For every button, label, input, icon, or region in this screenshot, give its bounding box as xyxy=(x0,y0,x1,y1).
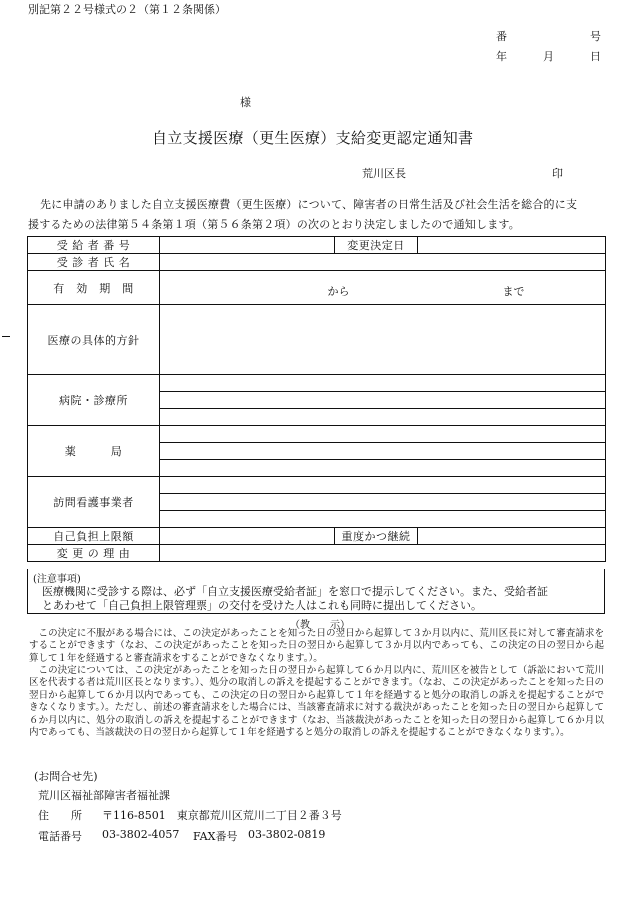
contact-dept: 荒川区福祉部障害者福祉課 xyxy=(38,789,170,802)
pharmacy-field-2[interactable] xyxy=(160,443,606,460)
nursing-label: 訪問看護事業者 xyxy=(28,477,160,528)
row-patient-name xyxy=(28,254,606,271)
pharmacy-field-1[interactable] xyxy=(160,426,606,443)
treatment-policy-field[interactable] xyxy=(160,305,606,375)
copay-limit-label: 自己負担上限額 xyxy=(28,528,160,545)
instruction-heading: （教 示） xyxy=(290,620,350,631)
form-table xyxy=(27,236,606,562)
recipient-number-field[interactable] xyxy=(160,237,335,254)
address-value: 〒116-8501 東京都荒川区荒川二丁目２番３号 xyxy=(102,809,342,822)
notice-heading: (注意事項) xyxy=(33,574,81,585)
pharmacy-label: 薬 局 xyxy=(28,426,160,477)
copay-limit-field[interactable] xyxy=(160,528,335,545)
hospital-field-1[interactable] xyxy=(160,375,606,392)
row-recipient-number xyxy=(28,237,606,254)
nursing-field-1[interactable] xyxy=(160,477,606,494)
row-change-reason xyxy=(28,545,606,562)
phone-value: 03-3802-4057 xyxy=(102,828,180,841)
change-reason-field[interactable] xyxy=(160,545,606,562)
treatment-policy-label: 医療の具体的方針 xyxy=(28,305,160,375)
intro-line-1: 先に申請のありました自立支援医療費（更生医療）について、障害者の日常生活及び社会生活を総合的に支 xyxy=(40,198,578,211)
notice-line-2: とあわせて「自己負担上限管理票」の交付を受けた人はこれも同時に提出してください。 xyxy=(42,599,482,612)
severe-label: 重度かつ継続 xyxy=(335,528,418,545)
row-nursing xyxy=(28,477,606,494)
number-suffix: 号 xyxy=(590,30,601,43)
nursing-field-3[interactable] xyxy=(160,511,606,528)
row-pharmacy xyxy=(28,426,606,443)
intro-line-2: 援するための法律第５４条第１項（第５６条第２項）の次のとおり決定しましたので通知します。 xyxy=(28,218,520,231)
fax-value: 03-3802-0819 xyxy=(248,828,326,841)
recipient-honorific: 様 xyxy=(240,96,251,109)
instruction-para-1: この決定に不服がある場合には、この決定があったことを知った日の翌日から起算して３か月以内に、荒川区長に対して審査請求をすることができます（なお、この決定があったことを知った日の翌日から起算して３か月以内であっても、この決定の日の翌日から起算して１年を経過すると審査請求をすることができなくなります。）。 xyxy=(29,628,604,664)
phone-label: 電話番号 xyxy=(38,830,82,843)
document-title: 自立支援医療（更生医療）支給変更認定通知書 xyxy=(152,129,474,147)
margin-mark xyxy=(2,336,10,337)
hospital-field-3[interactable] xyxy=(160,409,606,426)
hospital-label: 病院・診療所 xyxy=(28,375,160,426)
patient-name-field[interactable] xyxy=(160,254,606,271)
month-label: 月 xyxy=(543,50,554,63)
row-treatment-policy xyxy=(28,305,606,375)
row-valid-period xyxy=(28,271,606,305)
seal-mark: 印 xyxy=(552,167,563,180)
issuer-name: 荒川区長 xyxy=(362,167,406,180)
day-label: 日 xyxy=(590,50,601,63)
year-label: 年 xyxy=(496,50,507,63)
address-label: 住 所 xyxy=(38,809,82,822)
change-reason-label: 変 更 の 理 由 xyxy=(28,545,160,562)
contact-heading: (お問合せ先) xyxy=(34,770,98,783)
patient-name-label: 受 診 者 氏 名 xyxy=(28,254,160,271)
valid-period-label: 有 効 期 間 xyxy=(28,271,160,305)
row-hospital xyxy=(28,375,606,392)
fax-label: FAX番号 xyxy=(193,830,238,843)
nursing-field-2[interactable] xyxy=(160,494,606,511)
change-date-field[interactable] xyxy=(418,237,606,254)
recipient-number-label: 受 給 者 番 号 xyxy=(28,237,160,254)
severe-field[interactable] xyxy=(418,528,606,545)
number-label: 番 xyxy=(496,30,507,43)
instruction-para-2: この決定については、この決定があったことを知った日の翌日から起算して６か月以内に、荒川区を被告として（訴訟において荒川区を代表する者は荒川区長となります。）、処分の取消しの訴えを提起することができます。（なお、この決定があったことを知った日の翌日から起算して６か月以内であっても、この決定の日の翌日から起算して１年を経過すると処分の取消しの訴えを提起することができなくなります。）。ただし、前述の審査請求をした場合には、当該審査請求に対する裁決があったことを知った日の翌日から起算して６か月以内に、処分の取消しの訴えを提起することができます（なお、当該裁決があったことを知った日の翌日から起算して６か月以内であっても、当該裁決の日の翌日から起算して１年を経過すると処分の取消しの訴えを提起することができなくなります。）。 xyxy=(29,665,604,739)
row-copay-limit xyxy=(28,528,606,545)
period-from: から xyxy=(327,284,350,298)
form-number: 別記第２２号様式の２（第１２条関係） xyxy=(28,3,226,16)
valid-period-field[interactable] xyxy=(160,271,606,305)
period-until: まで xyxy=(502,284,525,298)
hospital-field-2[interactable] xyxy=(160,392,606,409)
change-date-label: 変更決定日 xyxy=(335,237,418,254)
notice-line-1: 医療機関に受診する際は、必ず「自立支援医療受給者証」を窓口で提示してください。また、受給者証 xyxy=(42,585,548,598)
pharmacy-field-3[interactable] xyxy=(160,460,606,477)
